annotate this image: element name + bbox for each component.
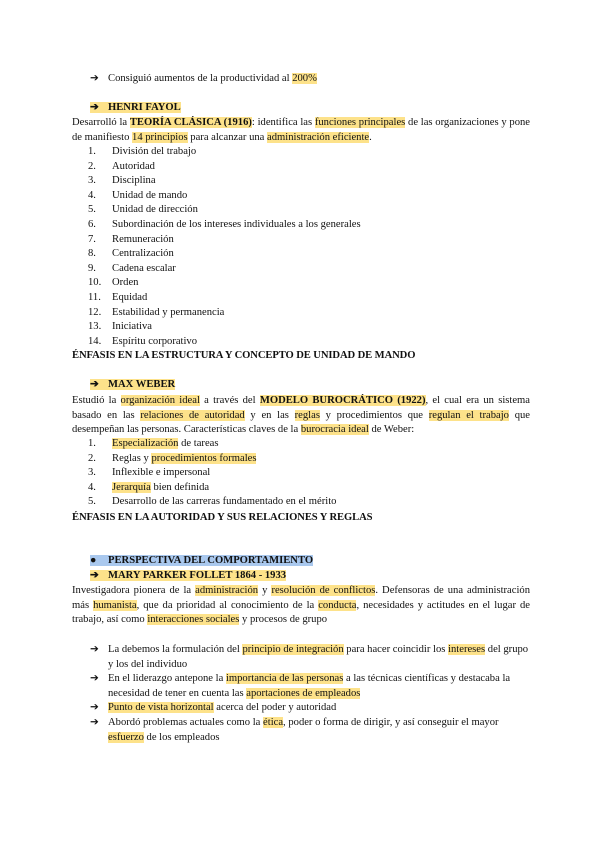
- list-item: ➔ La debemos la formulación del principio de integración para hacer coincidir los intereses del grupo y los del individuo: [90, 644, 529, 670]
- list-item: 4. Jerarquía bien definida: [88, 481, 210, 493]
- list-item: 14. Espíritu corporativo: [88, 335, 198, 347]
- list-item: ➔ Punto de vista horizontal acerca del poder y autoridad: [90, 701, 530, 716]
- bullet-icon: ●: [90, 555, 97, 566]
- follet-heading: ➔ MARY PARKER FOLLET 1864 - 1933: [90, 569, 286, 584]
- fayol-heading: ➔ HENRI FAYOL: [90, 101, 181, 116]
- arrow-icon: ➔: [90, 702, 99, 714]
- follet-paragraph: Investigadora pionera de la administración y resolución de conflictos. Defensoras de una administración más humanista, que da prioridad al conocimiento de la conducta, necesidades y actitudes en el lugar de trabajo, así como interacciones sociales y procesos de grupo: [72, 585, 530, 626]
- list-item: 5. Unidad de dirección: [88, 204, 198, 216]
- arrow-icon: ➔: [90, 102, 99, 113]
- productivity-line: ➔ Consiguió aumentos de la productividad al 200%: [90, 72, 317, 87]
- list-item: 1. División del trabajo: [88, 146, 197, 157]
- list-item: 2. Autoridad: [88, 160, 155, 172]
- list-item: 3. Inflexible e impersonal: [88, 467, 211, 479]
- behavior-heading: ● PERSPECTIVA DEL COMPORTAMIENTO: [90, 554, 313, 569]
- weber-paragraph: Estudió la organización ideal a través del MODELO BUROCRÁTICO (1922), el cual era un sistema basado en las relaciones de autoridad y en las reglas y procedimientos que regulan el trabajo que desempeñan las personas. Características claves de la burocracia ideal de Weber:: [72, 395, 530, 436]
- fayol-principles-list: [88, 145, 361, 349]
- arrow-icon: ➔: [90, 570, 99, 581]
- list-item: 10. Orden: [88, 277, 139, 289]
- fayol-emphasis: ÉNFASIS EN LA ESTRUCTURA Y CONCEPTO DE UNIDAD DE MANDO: [72, 350, 416, 361]
- fayol-paragraph: Desarrolló la TEORÍA CLÁSICA (1916): identifica las funciones principales de las organizaciones y pone de manifiesto 14 principios para alcanzar una administración eficiente.: [72, 117, 531, 143]
- list-item: 4. Unidad de mando: [88, 189, 188, 201]
- list-item: 6. Subordinación de los intereses individuales a los generales: [88, 218, 361, 230]
- list-item: 1. Especialización de tareas: [88, 438, 219, 449]
- arrow-icon: ➔: [90, 73, 99, 84]
- list-item: 2. Reglas y procedimientos formales: [88, 452, 257, 464]
- arrow-icon: ➔: [90, 379, 99, 390]
- list-item: 8. Centralización: [88, 248, 174, 260]
- list-item: 9. Cadena escalar: [88, 262, 176, 274]
- list-item: ➔ Abordó problemas actuales como la ética, poder o forma de dirigir, y así conseguir el mayor esfuerzo de los empleados: [90, 716, 499, 743]
- arrow-icon: ➔: [90, 644, 99, 655]
- list-item: 3. Disciplina: [88, 175, 156, 187]
- list-item: 12. Estabilidad y permanencia: [88, 306, 225, 318]
- list-item: ➔ En el liderazgo antepone la importancia de las personas a las técnicas científicas y destacaba la necesidad de tener en cuenta las aportaciones de empleados: [90, 673, 511, 699]
- arrow-icon: ➔: [90, 716, 99, 728]
- weber-heading: ➔ MAX WEBER: [90, 378, 175, 393]
- weber-emphasis: ÉNFASIS EN LA AUTORIDAD Y SUS RELACIONES Y REGLAS: [72, 512, 373, 523]
- list-item: 11. Equidad: [88, 291, 148, 303]
- follet-contributions-list: [90, 643, 530, 745]
- list-item: 13. Iniciativa: [88, 321, 153, 333]
- weber-characteristics-list: [88, 437, 337, 510]
- list-item: 7. Remuneración: [88, 233, 174, 245]
- list-item: 5. Desarrollo de las carreras fundamentado en el mérito: [88, 496, 337, 508]
- arrow-icon: ➔: [90, 673, 99, 685]
